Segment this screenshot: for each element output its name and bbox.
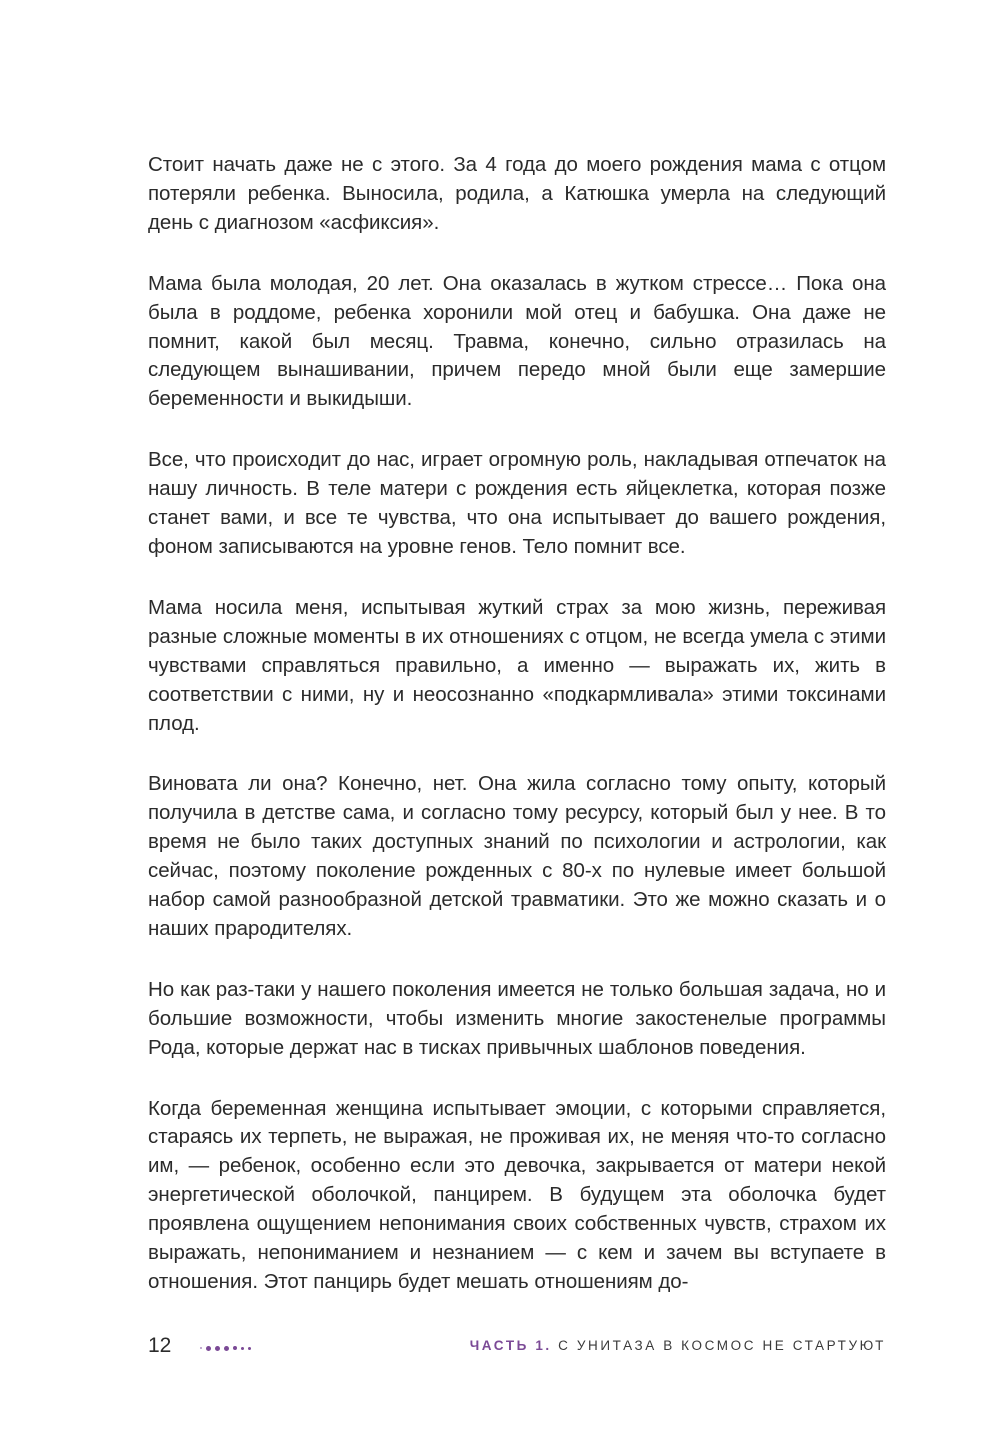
chapter-title: С УНИТАЗА В КОСМОС НЕ СТАРТУЮТ bbox=[558, 1338, 886, 1353]
paragraph-4: Мама носила меня, испытывая жуткий страх за мою жизнь, переживая разные сложные моменты в их отношениях с отцом, не всегда умела с этими чувствами справляться правильно, а именно — выражать их, жить в соответствии с ними, ну и неосознанно «подкармливала» этими токсинами плод. bbox=[148, 595, 886, 735]
dot bbox=[200, 1347, 202, 1349]
paragraph-1: Стоит начать даже не с этого. За 4 года до моего рождения мама с отцом потеряли ребенка. Выносила, родила, а Катюшка умерла на следующий день с диагнозом «асфиксия». bbox=[148, 153, 886, 234]
dot bbox=[241, 1347, 244, 1350]
paragraph-2: Мама была молодая, 20 лет. Она оказалась в жутком стрессе… Пока она была в роддоме, ребенка хоронили мой отец и бабушка. Она даже не помнит, какой был месяц. Травма, конечно, сильно отразилась на следующем вынашивании, причем передо мной были еще замершие беременности и выкидыши. bbox=[148, 271, 886, 411]
paragraph-6: Но как раз-таки у нашего поколения имеется не только большая задача, но и большие возможности, чтобы изменить многие закостенелые программы Рода, которые держат нас в тисках привычных шаблонов поведения. bbox=[148, 977, 886, 1059]
dot bbox=[215, 1346, 220, 1351]
decorative-dots-icon bbox=[200, 1344, 255, 1352]
paragraph-3: Все, что происходит до нас, играет огромную роль, накладывая отпечаток на нашу личность. В теле матери с рождения есть яйцеклетка, которая позже станет вами, и все те чувства, что она испытывает до вашего рождения, фоном записываются на уровне генов. Тело помнит все. bbox=[148, 448, 886, 558]
dot bbox=[206, 1346, 211, 1351]
paragraph-5: Виновата ли она? Конечно, нет. Она жила согласно тому опыту, который получила в детстве сама, и согласно тому ресурсу, который был у нее. В то время не было таких доступных знаний по психологии и астрологии, как сейчас, поэтому поколение рожденных с 80-х по нулевые имеет большой набор самой разнообразной детской травматики. Это же можно сказать и о наших прародителях. bbox=[148, 772, 886, 940]
page-footer bbox=[148, 1332, 886, 1362]
part-label: ЧАСТЬ 1. bbox=[469, 1338, 552, 1353]
dot bbox=[224, 1346, 229, 1351]
dot bbox=[233, 1346, 237, 1350]
paragraph-7: Когда беременная женщина испытывает эмоции, с которыми справляется, стараясь их терпеть, не выражая, не проживая их, не меняя что-то согласно им, — ребенок, особенно если это девочка, закрывается от матери некой энергетической оболочкой, панцирем. В будущем эта оболочка будет проявлена ощущением непонимания своих собственных чувств, страхом их выражать, непониманием и незнанием — с кем и зачем вы вступаете в отношения. Этот панцирь будет мешать отношениям до- bbox=[148, 1096, 886, 1293]
dot bbox=[248, 1347, 251, 1350]
body-text bbox=[148, 151, 886, 1329]
page-number: 12 bbox=[148, 1334, 172, 1357]
running-head bbox=[470, 1338, 886, 1353]
